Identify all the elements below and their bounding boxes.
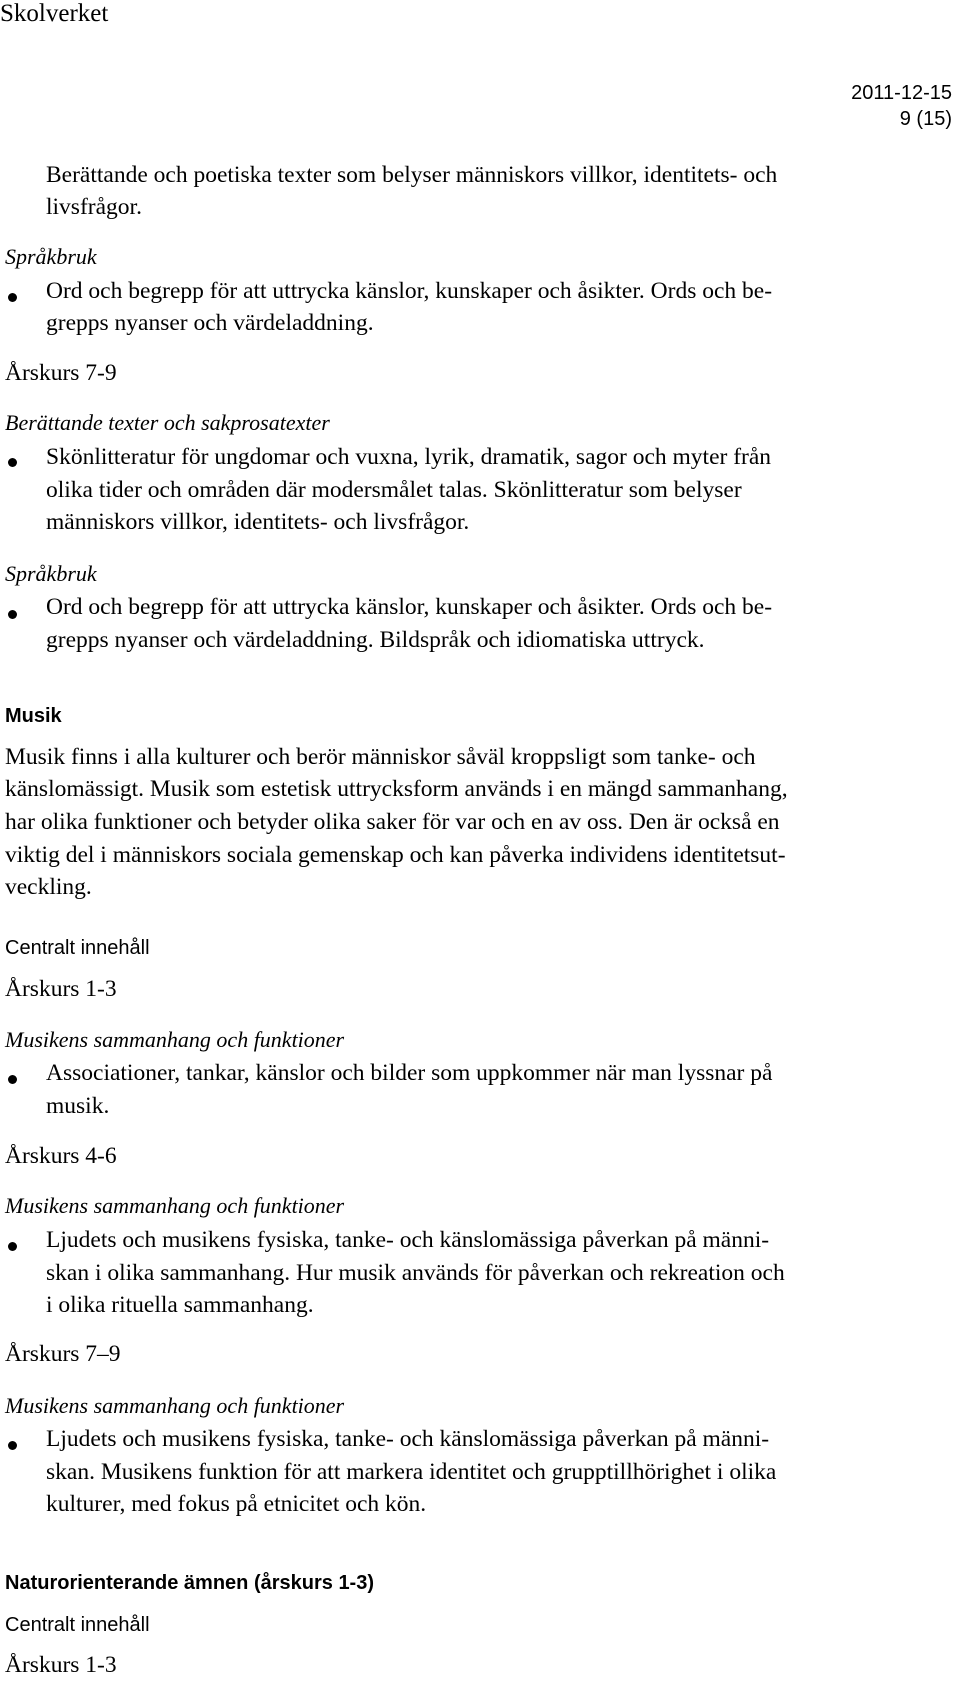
grade-heading: Årskurs 7–9 (5, 1341, 121, 1367)
bullet-icon (8, 1242, 17, 1251)
text-line: Ljudets och musikens fysiska, tanke- och känslomässiga påverkan på männi- (46, 1426, 770, 1452)
text-line: skan i olika sammanhang. Hur musik används för påverkan och rekreation och (46, 1260, 785, 1286)
text-line: Berättande och poetiska texter som belyser människors villkor, identitets- och (46, 162, 778, 188)
text-line: grepps nyanser och värdeladdning. (46, 310, 374, 336)
bullet-icon (8, 1441, 17, 1450)
grade-heading: Årskurs 1-3 (5, 976, 117, 1002)
text-line: musik. (46, 1093, 110, 1119)
page-number: 9 (15) (899, 108, 952, 130)
grade-heading: Årskurs 1-3 (5, 1652, 117, 1678)
bullet-icon (8, 293, 17, 302)
grade-heading: Årskurs 4-6 (5, 1143, 117, 1169)
section-heading-naturorienterande: Naturorienterande ämnen (årskurs 1-3) (5, 1572, 375, 1594)
subheading-musikens: Musikens sammanhang och funktioner (5, 1027, 345, 1052)
subheading-musikens: Musikens sammanhang och funktioner (5, 1393, 345, 1418)
text-line: skan. Musikens funktion för att markera identitet och grupptillhörighet i olika (46, 1459, 777, 1485)
bullet-icon (8, 458, 17, 467)
paragraph-line: veckling. (5, 874, 92, 900)
text-line: i olika rituella sammanhang. (46, 1292, 314, 1318)
text-line: olika tider och områden där modersmålet talas. Skönlitteratur som belyser (46, 477, 742, 503)
grade-heading: Årskurs 7-9 (5, 360, 117, 386)
heading-centralt-innehall: Centralt innehåll (5, 937, 150, 959)
paragraph-line: känslomässigt. Musik som estetisk uttrycksform används i en mängd sammanhang, (5, 776, 788, 802)
text-line: grepps nyanser och värdeladdning. Bildspråk och idiomatiska uttryck. (46, 627, 705, 653)
subheading-musikens: Musikens sammanhang och funktioner (5, 1193, 345, 1218)
document-header-org: Skolverket (0, 0, 109, 27)
bullet-icon (8, 1075, 17, 1084)
paragraph-line: Musik finns i alla kulturer och berör människor såväl kroppsligt som tanke- och (5, 744, 756, 770)
text-line: människors villkor, identitets- och livsfrågor. (46, 509, 470, 535)
text-line: Skönlitteratur för ungdomar och vuxna, lyrik, dramatik, sagor och myter från (46, 444, 772, 470)
text-line: Ord och begrepp för att uttrycka känslor, kunskaper och åsikter. Ords och be- (46, 278, 773, 304)
section-heading-musik: Musik (5, 705, 62, 727)
subheading-sprakbruk: Språkbruk (5, 244, 97, 269)
subheading-berattande: Berättande texter och sakprosatexter (5, 410, 330, 435)
text-line: Associationer, tankar, känslor och bilder som uppkommer när man lyssnar på (46, 1060, 773, 1086)
heading-centralt-innehall: Centralt innehåll (5, 1614, 150, 1636)
text-line: Ord och begrepp för att uttrycka känslor, kunskaper och åsikter. Ords och be- (46, 594, 773, 620)
bullet-icon (8, 610, 17, 619)
subheading-sprakbruk: Språkbruk (5, 561, 97, 586)
text-line: Ljudets och musikens fysiska, tanke- och känslomässiga påverkan på männi- (46, 1227, 770, 1253)
paragraph-line: viktig del i människors sociala gemenskap och kan påverka individens identitetsut- (5, 842, 786, 868)
paragraph-line: har olika funktioner och betyder olika saker för var och en av oss. Den är också en (5, 809, 780, 835)
text-line: kulturer, med fokus på etnicitet och kön. (46, 1491, 427, 1517)
document-date: 2011-12-15 (851, 82, 952, 104)
text-line: livsfrågor. (46, 194, 142, 220)
